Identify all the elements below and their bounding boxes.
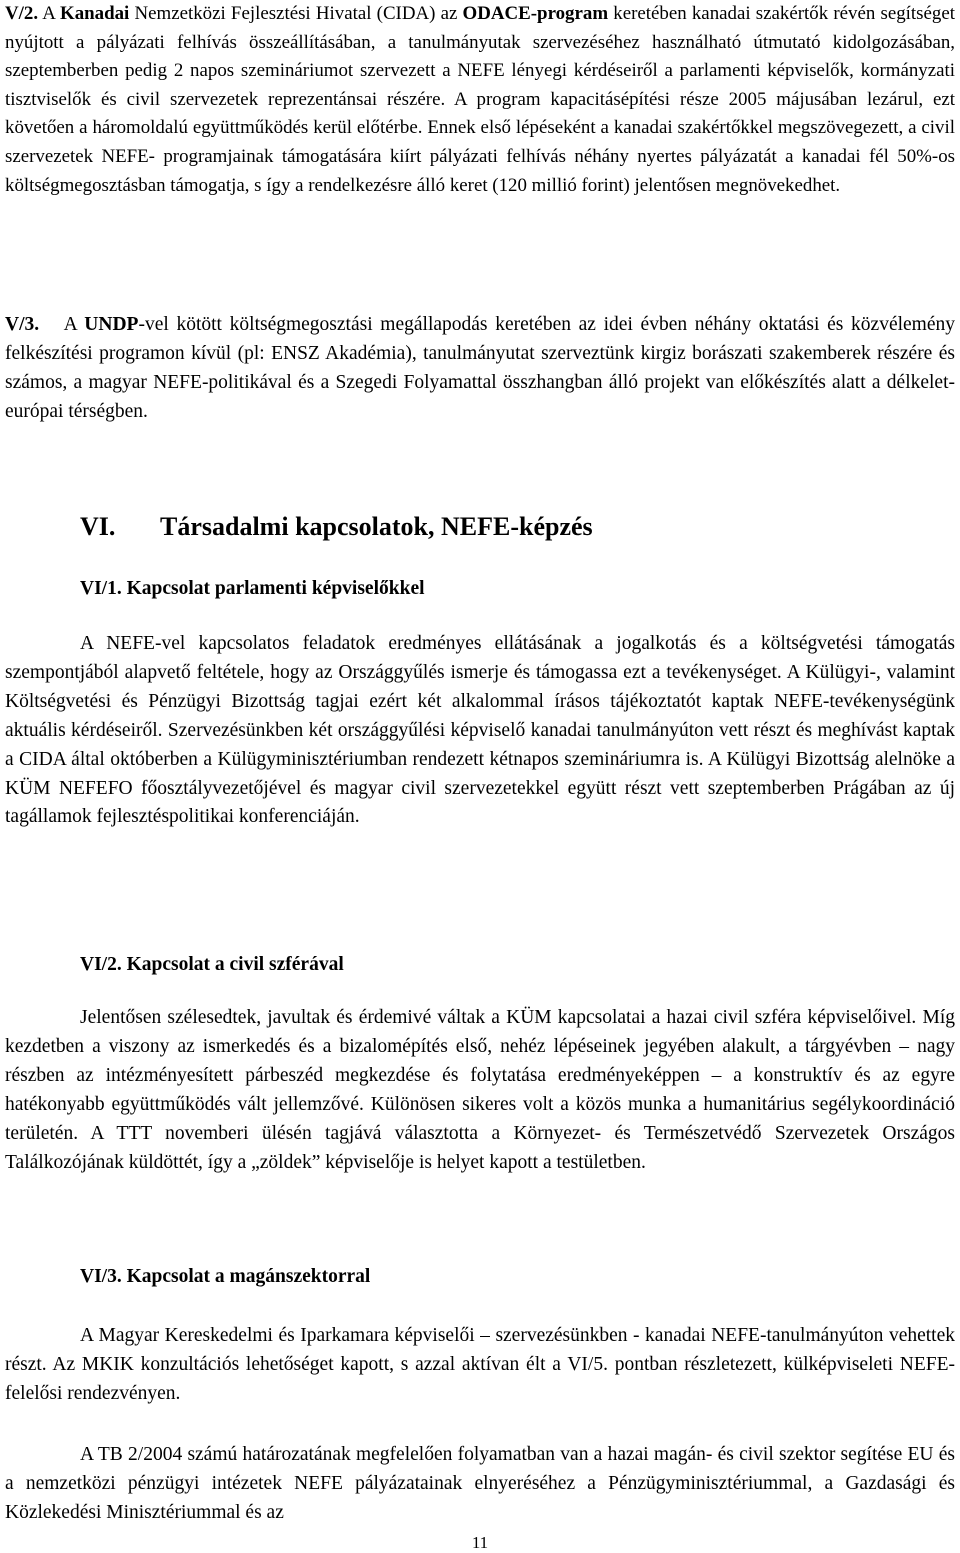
- section-title-vi: Társadalmi kapcsolatok, NEFE-képzés: [160, 512, 593, 541]
- paragraph-vi2: Jelentősen szélesedtek, javultak és érdemivé váltak a KÜM kapcsolatai a hazai civil szféra képviselőivel. Míg kezdetben a viszony az ismerkedés és a bizalomépítés első, nehéz lépéseinek jegyében alakult, a tárgyévben – nagy részben az intézményesített párbeszéd megkezdése és folytatása eredményeképpen – a konstruktív és az egyre hatékonyabb együttműködés vált jellemzővé. Különösen sikeres volt a közös munka a humanitárius segélykoordináció területén. A TTT novemberi ülésén tagjává választotta a Környezet- és Természetvédő Szervezetek Országos Találkozójának küldöttét, így a „zöldek” képviselője is helyet kapott a testületben.: [5, 1007, 955, 1173]
- subheading-vi3-number: VI/3.: [80, 1266, 122, 1287]
- paragraph-v3: [5, 311, 955, 427]
- paragraph-vi3-1: A Magyar Kereskedelmi és Iparkamara képviselői – szervezésünkben - kanadai NEFE-tanulmányúton vehettek részt. Az MKIK konzultációs lehetőséget kapott, s azzal aktívan élt a VI/5. pontban részletezett, külképviseleti NEFE-felelősi rendezvényen.: [5, 1325, 955, 1404]
- v2-text-3: keretében kanadai szakértők révén segítséget nyújtott a pályázati felhívás összeállításában, a tanulmányutak szervezéséhez használható útmutató kidolgozásában, szeptemberben pedig 2 napos szemináriumot szervezett a NEFE lényegi kérdéseiről a parlamenti képviselők, kormányzati tisztviselők és civil szervezetek reprezentánsai részére. A program kapacitásépítési része 2005 májusában lezárul, ezt követően a háromoldalú együttműködés kerül előtérbe. Ennek első lépéseként a kanadai szakértőkkel megszövegezett, a civil szervezetek NEFE- programjainak támogatására kiírt pályázati felhívás néhány nyertes pályázatát a kanadai fél 50%-os költségmegosztásban támogatja, s így a rendelkezésre álló keret (120 millió forint) jelentősen megnövekedhet.: [5, 3, 955, 196]
- subheading-vi2: [80, 954, 344, 976]
- subheading-vi1-number: VI/1.: [80, 578, 122, 599]
- section-heading-vi: [80, 512, 593, 542]
- subheading-vi1: [80, 578, 425, 600]
- subheading-vi2-number: VI/2.: [80, 954, 122, 975]
- v2-text-2: Nemzetközi Fejlesztési Hivatal (CIDA) az: [129, 3, 463, 24]
- v2-bold-odace: ODACE-program: [462, 3, 609, 24]
- page-number: 11: [471, 1533, 489, 1552]
- subheading-vi3-title: Kapcsolat a magánszektorral: [121, 1266, 371, 1287]
- section-label-v3: V/3.: [5, 314, 40, 335]
- v3-text-2: -vel kötött költségmegosztási megállapodás keretében az idei évben néhány oktatási és közvélemény felkészítési programon kívül (pl: ENSZ Akadémia), tanulmányutat szerveztünk kirgiz borászati szakemberek részére és számos, a magyar NEFE-politikával és a Szegedi Folyamattal összhangban álló projekt van előkészítés alatt a délkelet-európai térségben.: [5, 314, 955, 422]
- paragraph-vi1: A NEFE-vel kapcsolatos feladatok eredményes ellátásának a jogalkotás és a költségvetési támogatás szempontjából alapvető feltétele, hogy az Országgyűlés ismerje és támogassa ezt a tevékenységet. A Külügyi-, valamint Költségvetési és Pénzügyi Bizottság tagjai ezért két alkalommal írásos tájékoztatót kaptak NEFE-tevékenységünk aktuális kérdéseiről. Szervezésünkben két országgyűlési képviselő kanadai tanulmányúton vett részt és meghívást kaptak a CIDA által októberben a Külügyminisztériumban rendezett kétnapos szemináriumra is. A Külügyi Bizottság alelnöke a KÜM NEFEFO főosztályvezetőjével és magyar civil szervezetekkel együtt részt vett szeptemberben Prágában az új tagállamok fejlesztéspolitikai konferenciáján.: [5, 633, 955, 828]
- paragraph-vi3-2: A TB 2/2004 számú határozatának megfelelően folyamatban van a hazai magán- és civil szektor segítése EU és a nemzetközi pénzügyi intézetek NEFE pályázatainak elnyeréséhez a Pénzügyminisztériummal, a Gazdasági és Közlekedési Minisztériummal és az: [5, 1444, 955, 1523]
- section-number-vi: VI.: [80, 512, 116, 541]
- v2-bold-kanadai: Kanadai: [60, 3, 130, 24]
- subheading-vi1-title: Kapcsolat parlamenti képviselőkkel: [121, 578, 425, 599]
- subheading-vi2-title: Kapcsolat a civil szférával: [121, 954, 344, 975]
- paragraph-v2: [5, 0, 955, 200]
- v3-text-1: A: [57, 314, 85, 335]
- section-label-v2: V/2.: [5, 3, 39, 24]
- subheading-vi3: [80, 1266, 370, 1288]
- v2-text-1: A: [38, 3, 60, 24]
- v3-bold-undp: UNDP: [84, 314, 139, 335]
